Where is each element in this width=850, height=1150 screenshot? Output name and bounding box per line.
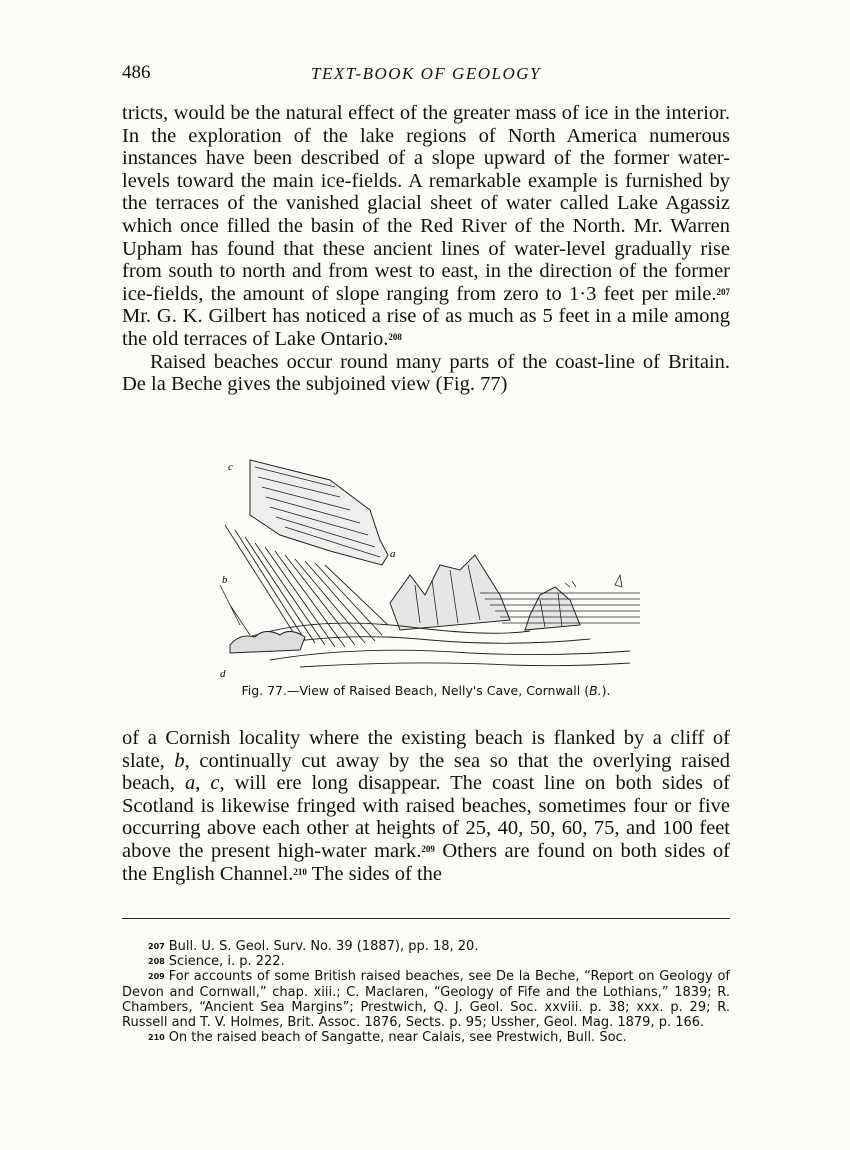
footnote-text: For accounts of some British raised beaches, see De la Beche, “Report on Geology of Devon and Cornwall,” chap. xiii.; C. Maclaren, “Geology of Fife and the Lothians,” 1839; R. Chambers, “Ancient Sea Margins”; Prestwich, Q. J. Geol. Soc. xxviii. p. 38; xxx. p. 29; R. Russell and T. V. Holmes, Brit. Assoc. 1876, Sects. p. 95; Ussher, Geol. Mag. 1879, p. 166.: [122, 969, 730, 1031]
footnote-208: [122, 954, 730, 969]
footnote-210: [122, 1030, 730, 1045]
footnote-number: 209: [148, 972, 165, 982]
paragraph-cornish-locality: [122, 727, 730, 885]
paragraph-raised-beaches: Raised beaches occur round many parts of the coast-line of Britain. De la Beche gives the subjoined view (Fig. 77): [122, 350, 730, 396]
footnote-text: On the raised beach of Sangatte, near Calais, see Prestwich, Bull. Soc.: [168, 1030, 627, 1046]
paragraph-text: Others are found on both sides of the English Channel.: [122, 839, 731, 885]
italic-letter: c: [210, 772, 220, 795]
paragraph-text: ,: [195, 772, 211, 795]
footnote-rule: [122, 918, 730, 919]
caption-text: ).: [601, 683, 611, 698]
caption-credit: B.: [589, 683, 602, 698]
footnote-number: 207: [148, 942, 165, 951]
shore-rock-right: [525, 587, 580, 630]
italic-letter: a: [184, 772, 196, 795]
paragraph-text: tricts, would be the natural effect of the greater mass of ice in the interior. In the exploration of the lake regions of North America numerous instances have been described of a slope upward of the former water-levels toward the main ice-fields. A remarkable example is furnished by the terraces of the vanished glacial sheet of water called Lake Agassiz which once filled the basin of the Red River of the North. Mr. Warren Upham has found that these ancient lines of water-level gradually rise from south to north and from west to east, in the direction of the former ice-fields, the amount of slope ranging from zero to 1·3 feet per mile.: [122, 102, 730, 305]
footnote-text: Science, i. p. 222.: [168, 954, 285, 970]
paragraph-text: , will ere long disappear. The coast line on both sides of Scotland is likewise fringed with raised beaches, sometimes four or five occurring above each other at heights of 25, 40, 50, 60, 75, and 100 feet above the present high-water mark.: [122, 772, 730, 862]
footnote-number: 210: [148, 1033, 165, 1043]
paragraph-text: The sides of the: [306, 862, 443, 885]
figure-caption: [122, 683, 730, 698]
cliff-top-outline: [250, 460, 388, 565]
page-number: 486: [122, 62, 151, 83]
body-text-top: [122, 102, 730, 396]
shore-rock-main: [390, 555, 510, 630]
figure-label-d: d: [220, 668, 226, 680]
body-text-bottom: [122, 727, 730, 885]
figure-raised-beach: [210, 455, 650, 680]
figure-label-a: a: [390, 548, 396, 560]
distant-boat: [615, 575, 622, 587]
footnote-text: Bull. U. S. Geol. Surv. No. 39 (1887), pp. 18, 20.: [168, 939, 479, 954]
paragraph-text: Mr. G. K. Gilbert has noticed a rise of as much as 5 feet in a mile among the old terraces of Lake Ontario.: [122, 305, 730, 350]
footnote-ref: 209: [421, 843, 435, 854]
footnote-ref: 210: [293, 866, 307, 877]
foreground-rocks: [230, 631, 305, 653]
footnote-number: 208: [148, 957, 165, 967]
footnote-207: [122, 939, 730, 954]
caption-text: Fig. 77.—View of Raised Beach, Nelly's Cave, Cornwall (: [241, 683, 590, 698]
figure-label-b: b: [222, 574, 228, 586]
raised-beach-engraving: [210, 455, 650, 680]
paragraph-ice-slopes: [122, 102, 730, 351]
paragraph-text: of a Cornish locality where the existing beach is flanked by a cliff of slate,: [122, 727, 730, 772]
running-head: [122, 62, 730, 92]
footnote-209: [122, 969, 730, 1030]
figure-label-c: c: [228, 461, 233, 473]
paragraph-text: , continually cut away by the sea so that the overlying raised beach,: [122, 749, 730, 795]
footnote-ref: 207: [716, 286, 730, 297]
footnote-ref: 208: [388, 331, 402, 342]
footnotes: [122, 939, 730, 1045]
italic-letter: b: [174, 749, 185, 772]
running-title: TEXT-BOOK OF GEOLOGY: [311, 64, 541, 83]
